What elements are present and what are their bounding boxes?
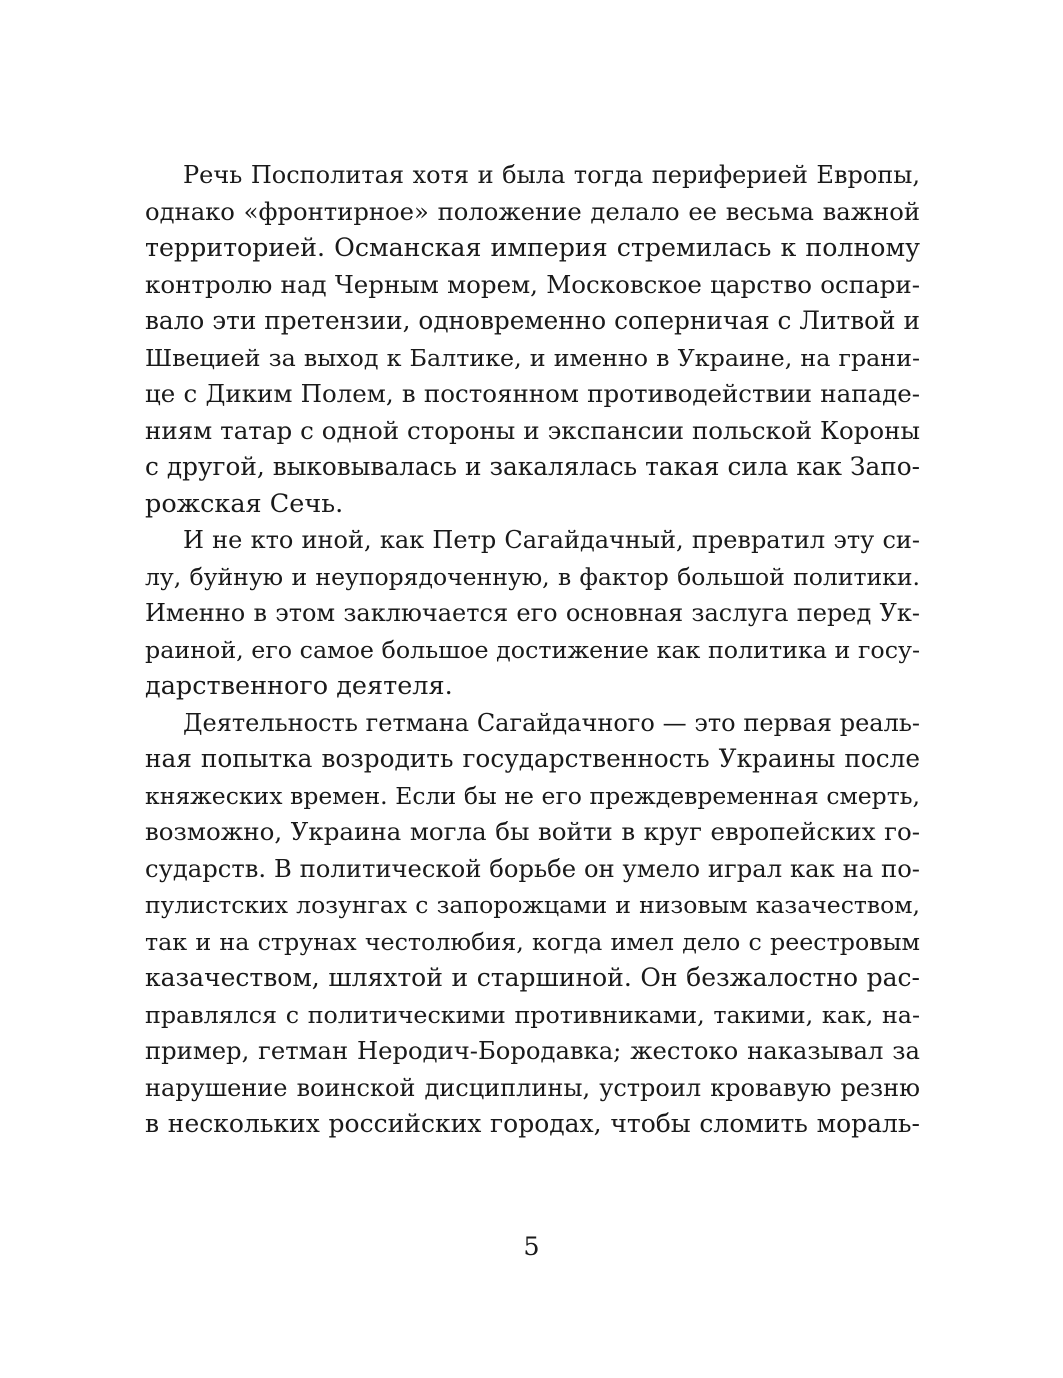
paragraph-3-line-5: сударств. В политической борьбе он умело играл как на по- — [145, 853, 920, 883]
paragraph-1-line-4: контролю над Черным морем, Московское царство оспари- — [145, 269, 920, 299]
paragraph-1-line-10: рожская Сечь. — [145, 488, 344, 519]
paragraph-1-line-5: вало эти претензии, одновременно соперничая с Литвой и — [145, 306, 920, 335]
paragraph-3-line-11: нарушение воинской дисциплины, устроил кровавую резню — [145, 1073, 920, 1102]
paragraph-3-line-8: казачеством, шляхтой и старшиной. Он безжалостно рас- — [145, 963, 920, 992]
paragraph-1-line-3: территорией. Османская империя стремилась к полному — [145, 233, 920, 262]
paragraph-2-line-2: лу, буйную и неупорядоченную, в фактор большой политики. — [145, 562, 920, 591]
paragraph-1-line-2: однако «фронтирное» положение делало ее весьма важной — [145, 196, 920, 226]
paragraph-3-line-2: ная попытка возродить государственность Украины после — [145, 744, 920, 773]
paragraph-2-line-1: И не кто иной, как Петр Сагайдачный, превратил эту си- — [183, 526, 920, 554]
paragraph-2-line-3: Именно в этом заключается его основная заслуга перед Ук- — [145, 599, 920, 627]
paragraph-1-line-8: ниям татар с одной стороны и экспансии польской Короны — [145, 415, 920, 445]
paragraph-3-line-6: пулистских лозунгах с запорожцами и низовым казачеством, — [145, 891, 920, 919]
paragraph-2-line-4: раиной, его самое большое достижение как политика и госу- — [145, 635, 920, 664]
paragraph-1-line-7: це с Диким Полем, в постоянном противодействии нападе- — [145, 379, 920, 408]
paragraph-1-line-6: Швецией за выход к Балтике, и именно в Украине, на грани- — [145, 343, 920, 372]
paragraph-3-line-7: так и на струнах честолюбия, когда имел дело с реестровым — [145, 927, 920, 956]
paragraph-3-line-1: Деятельность гетмана Сагайдачного — это первая реаль- — [183, 708, 920, 737]
paragraph-3-line-12: в нескольких российских городах, чтобы сломить мораль- — [145, 1109, 920, 1138]
paragraph-1-line-9: с другой, выковывалась и закалялась такая сила как Запо- — [145, 452, 920, 481]
paragraph-2-line-5: дарственного деятеля. — [145, 671, 453, 701]
paragraph-1-line-1: Речь Посполитая хотя и была тогда периферией Европы, — [183, 161, 920, 189]
paragraph-3-line-10: пример, гетман Неродич-Бородавка; жестоко наказывал за — [145, 1036, 920, 1065]
paragraph-3-line-3: княжеских времен. Если бы не его преждевременная смерть, — [145, 781, 920, 810]
paragraph-3-line-9: правлялся с политическими противниками, такими, как, на- — [145, 1000, 920, 1029]
page-number: 5 — [523, 1232, 540, 1262]
body-text — [145, 157, 920, 1143]
paragraph-3-line-4: возможно, Украина могла бы войти в круг европейских го- — [145, 817, 920, 846]
